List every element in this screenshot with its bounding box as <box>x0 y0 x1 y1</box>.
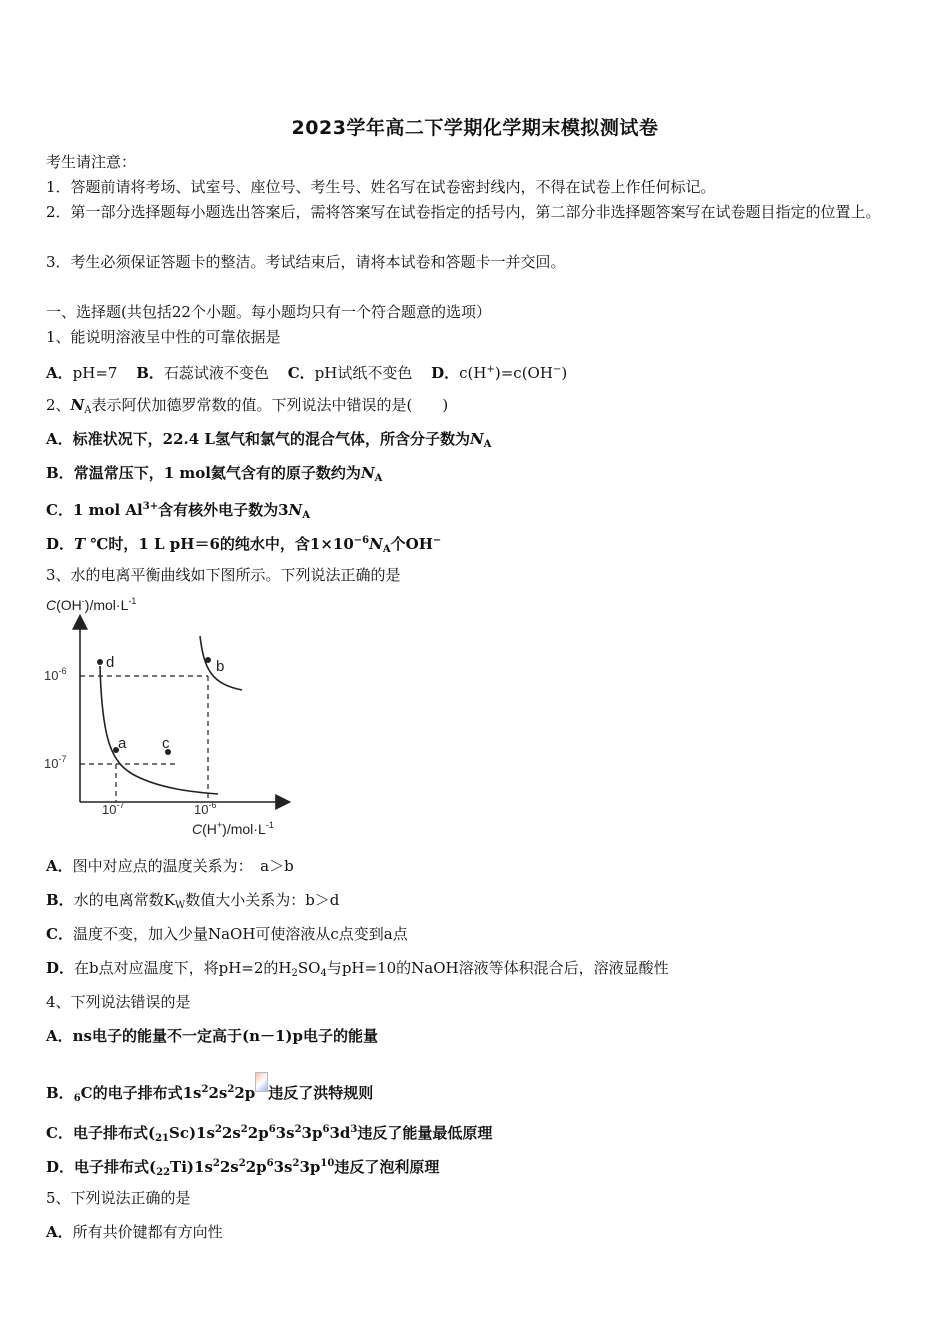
notice-item-2: 2．第一部分选择题每小题选出答案后，需将答案写在试卷指定的括号内，第二部分非选择题答案写在试卷题目指定的位置上。 <box>46 203 881 221</box>
point-d-dot <box>97 659 103 665</box>
q3-option-a: A．图中对应点的温度关系为： a＞b <box>46 857 294 875</box>
q2-option-d: D．T ℃时，1 L pH＝6的纯水中，含$1\times 10^{-6}N_A$个OH− <box>46 535 442 555</box>
q3-option-c: C．温度不变，加入少量NaOH可使溶液从c点变到a点 <box>46 925 408 943</box>
point-b-dot <box>205 657 211 663</box>
q4-option-a: A．ns电子的能量不一定高于(n－1)p电子的能量 <box>46 1027 379 1045</box>
page-title: 2023学年高二下学期化学期末模拟测试卷 <box>291 117 659 139</box>
x-axis-label: $C(H^+)/mol\cdot L^{-1}$ <box>192 820 274 837</box>
q2-option-c: C．1 mol $Al^{3+}$含有核外电子数为$3N_A$ <box>46 501 311 521</box>
q2-stem: 2、$N_A$表示阿伏加德罗常数的值。下列说法中错误的是( ) <box>46 396 449 416</box>
q1-d: c(H+)=c(OH−) <box>459 364 568 382</box>
notice-heading: 考生请注意： <box>46 153 137 171</box>
q2-option-a: A．标准状况下，22.4 L氢气和氯气的混合气体，所含分子数为$N_A$ <box>46 430 492 450</box>
x-tick-1e-6: $10^{-6}$ <box>194 800 217 817</box>
q1-b-label: B． <box>136 364 164 382</box>
q1-stem: 1、能说明溶液呈中性的可靠依据是 <box>46 328 281 346</box>
y-tick-1e-7: $10^{-7}$ <box>44 754 67 771</box>
q1-a-label: A． <box>46 364 73 382</box>
curve-low-temp <box>100 666 218 794</box>
q3-stem: 3、水的电离平衡曲线如下图所示。下列说法正确的是 <box>46 566 401 584</box>
q1-c-label: C． <box>287 364 315 382</box>
q4-option-c: C．电子排布式$(_{21}Sc)1s^22s^22p^63s^23p^63d^3$违反了能量最低原理 <box>46 1124 493 1144</box>
q1-d-label: D． <box>431 364 460 382</box>
point-d-label: d <box>106 654 115 671</box>
q4-option-d: D．电子排布式$(_{22}Ti)1s^22s^22p^63s^23p^{10}$违反了泡利原理 <box>46 1158 440 1178</box>
q1-c: pH试纸不变色 <box>314 364 413 382</box>
q5-stem: 5、下列说法正确的是 <box>46 1189 191 1207</box>
section-heading: 一、选择题(共包括22个小题。每小题均只有一个符合题意的选项） <box>46 303 491 321</box>
point-a-label: a <box>118 735 127 752</box>
q1-options <box>46 360 567 383</box>
notice-item-3: 3．考生必须保证答题卡的整洁。考试结束后，请将本试卷和答题卡一并交回。 <box>46 253 566 271</box>
y-tick-1e-6: $10^{-6}$ <box>44 666 67 683</box>
x-tick-1e-7: $10^{-7}$ <box>102 800 125 817</box>
point-b-label: b <box>216 658 225 675</box>
q4-stem: 4、下列说法错误的是 <box>46 993 191 1011</box>
y-axis-label: $C(OH^-)/mol\cdot L^{-1}$ <box>46 596 137 613</box>
notice-item-1: 1．答题前请将考场、试室号、座位号、考生号、姓名写在试卷密封线内，不得在试卷上作任何标记。 <box>46 178 716 196</box>
point-c-label: c <box>162 735 170 752</box>
q2-option-b: B．常温常压下，1 mol氦气含有的原子数约为$N_A$ <box>46 464 383 484</box>
q1-b: 石蕊试液不变色 <box>163 364 269 382</box>
q4-option-b: B．$_6$C的电子排布式$1s^22s^22p$ 违反了洪特规则 <box>46 1072 373 1109</box>
q3-option-b: B．水的电离常数$K_W$数值大小关系为：b＞d <box>46 891 340 911</box>
q3-option-d: D．在b点对应温度下，将pH=2的$H_2SO_4$与pH=10的NaOH溶液等体积混合后，溶液显酸性 <box>46 959 669 979</box>
orbital-diagram-icon <box>255 1072 268 1092</box>
q1-a: pH=7 <box>72 364 118 382</box>
water-ionization-chart <box>40 592 310 842</box>
q5-option-a: A．所有共价键都有方向性 <box>46 1223 223 1241</box>
